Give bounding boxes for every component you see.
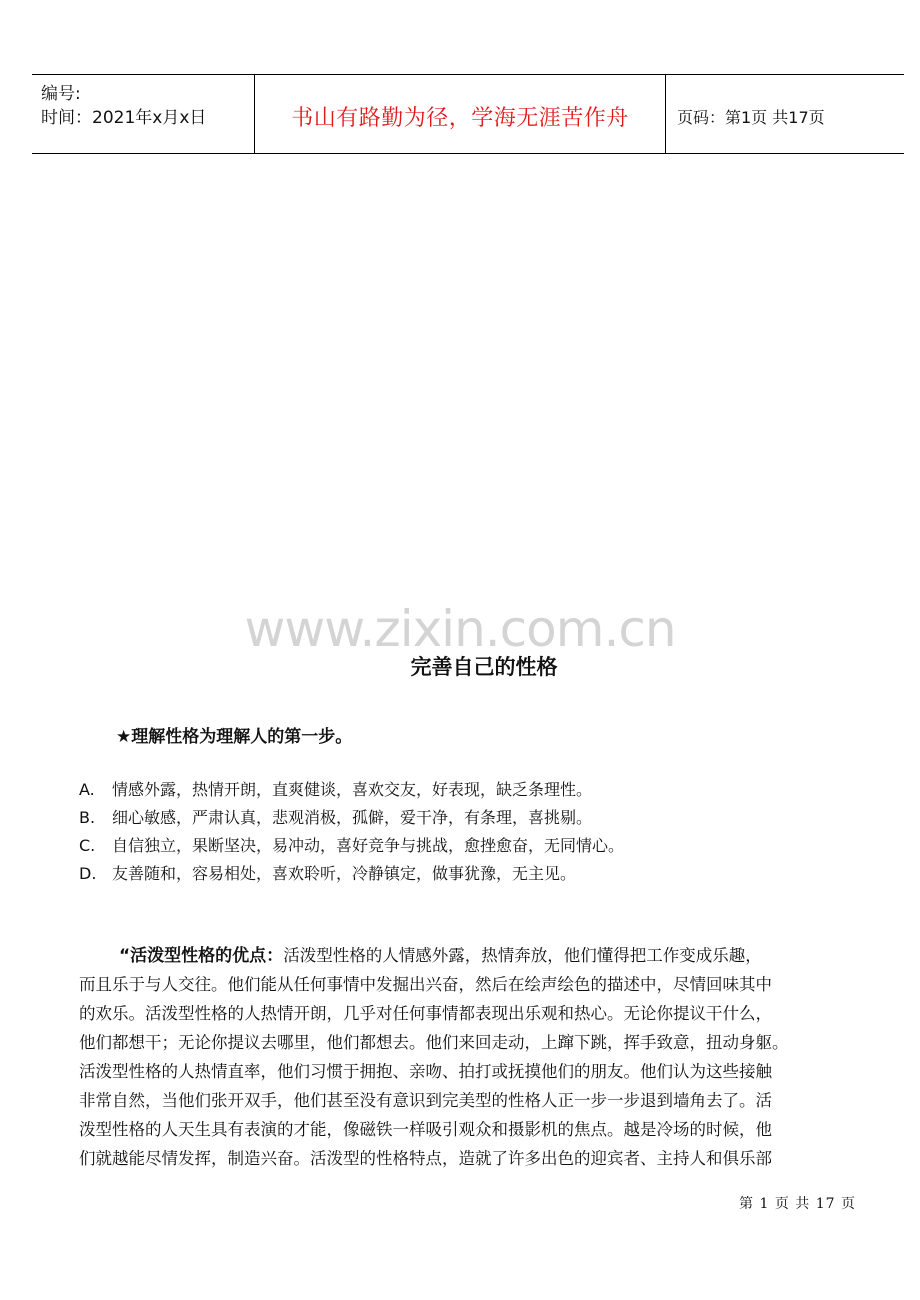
option-item [79,832,879,860]
paragraph-line: 而且乐于与人交往。他们能从任何事情中发掘出兴奋，然后在绘声绘色的描述中，尽情回味其中 [79,975,772,994]
document-date-label: 时间：2021年x月x日 [41,108,207,128]
option-text: 情感外露，热情开朗，直爽健谈，喜欢交友，好表现，缺乏条理性。 [112,780,593,799]
watermark: www.zixin.com.cn [244,600,676,658]
document-title: 完善自己的性格 [410,655,558,679]
lead-statement: ★理解性格为理解人的第一步。 [116,727,353,747]
option-item [79,804,879,832]
option-letter: C. [79,836,96,855]
paragraph-heading: “活泼型性格的优点： [119,946,284,966]
option-letter: D. [79,864,97,883]
paragraph-line: 活泼型性格的人热情直率，他们习惯于拥抱、亲吻、拍打或抚摸他们的朋友。他们认为这些接触 [79,1062,772,1081]
paragraph-line [79,941,869,970]
paragraph-line: 们就越能尽情发挥，制造兴奋。活泼型的性格特点，造就了许多出色的迎宾者、主持人和俱乐部 [79,1149,772,1168]
paragraph-line: 泼型性格的人天生具有表演的才能，像磁铁一样吸引观众和摄影机的焦点。越是冷场的时候，他 [79,1120,772,1139]
paragraph-line-text: 活泼型性格的人情感外露，热情奔放，他们懂得把工作变成乐趣， [283,946,762,965]
motto-text: 书山有路勤为径，学海无涯苦作舟 [291,106,629,131]
paragraph-line: 他们都想干；无论你提议去哪里，他们都想去。他们来回走动，上蹿下跳，挥手致意，扭动身躯。 [79,1033,789,1052]
option-text: 友善随和，容易相处，喜欢聆听，冷静镇定，做事犹豫，无主见。 [112,864,577,883]
option-item [79,776,879,804]
options-list [79,776,879,888]
body-paragraph [79,941,869,1173]
paragraph-line: 的欢乐。活泼型性格的人热情开朗，几乎对任何事情都表现出乐观和热心。无论你提议干什么， [79,1004,772,1023]
footer-page-number: 第 1 页 共 17 页 [739,1196,856,1212]
page-code-label: 页码：第1页 共17页 [677,108,825,127]
option-letter: B. [79,808,96,827]
option-letter: A. [79,780,95,799]
document-number-label: 编号: [41,84,81,104]
header-page-cell [666,75,904,154]
option-text: 细心敏感，严肃认真，悲观消极，孤僻，爱干净，有条理，喜挑剔。 [112,808,593,827]
header-table [32,74,904,154]
header-meta-cell [32,75,254,154]
option-text: 自信独立，果断坚决，易冲动，喜好竞争与挑战，愈挫愈奋，无同情心。 [112,836,625,855]
paragraph-line: 非常自然，当他们张开双手，他们甚至没有意识到完美型的性格人正一步一步退到墙角去了。活 [79,1091,772,1110]
option-item [79,860,879,888]
header-motto-cell [254,75,666,154]
